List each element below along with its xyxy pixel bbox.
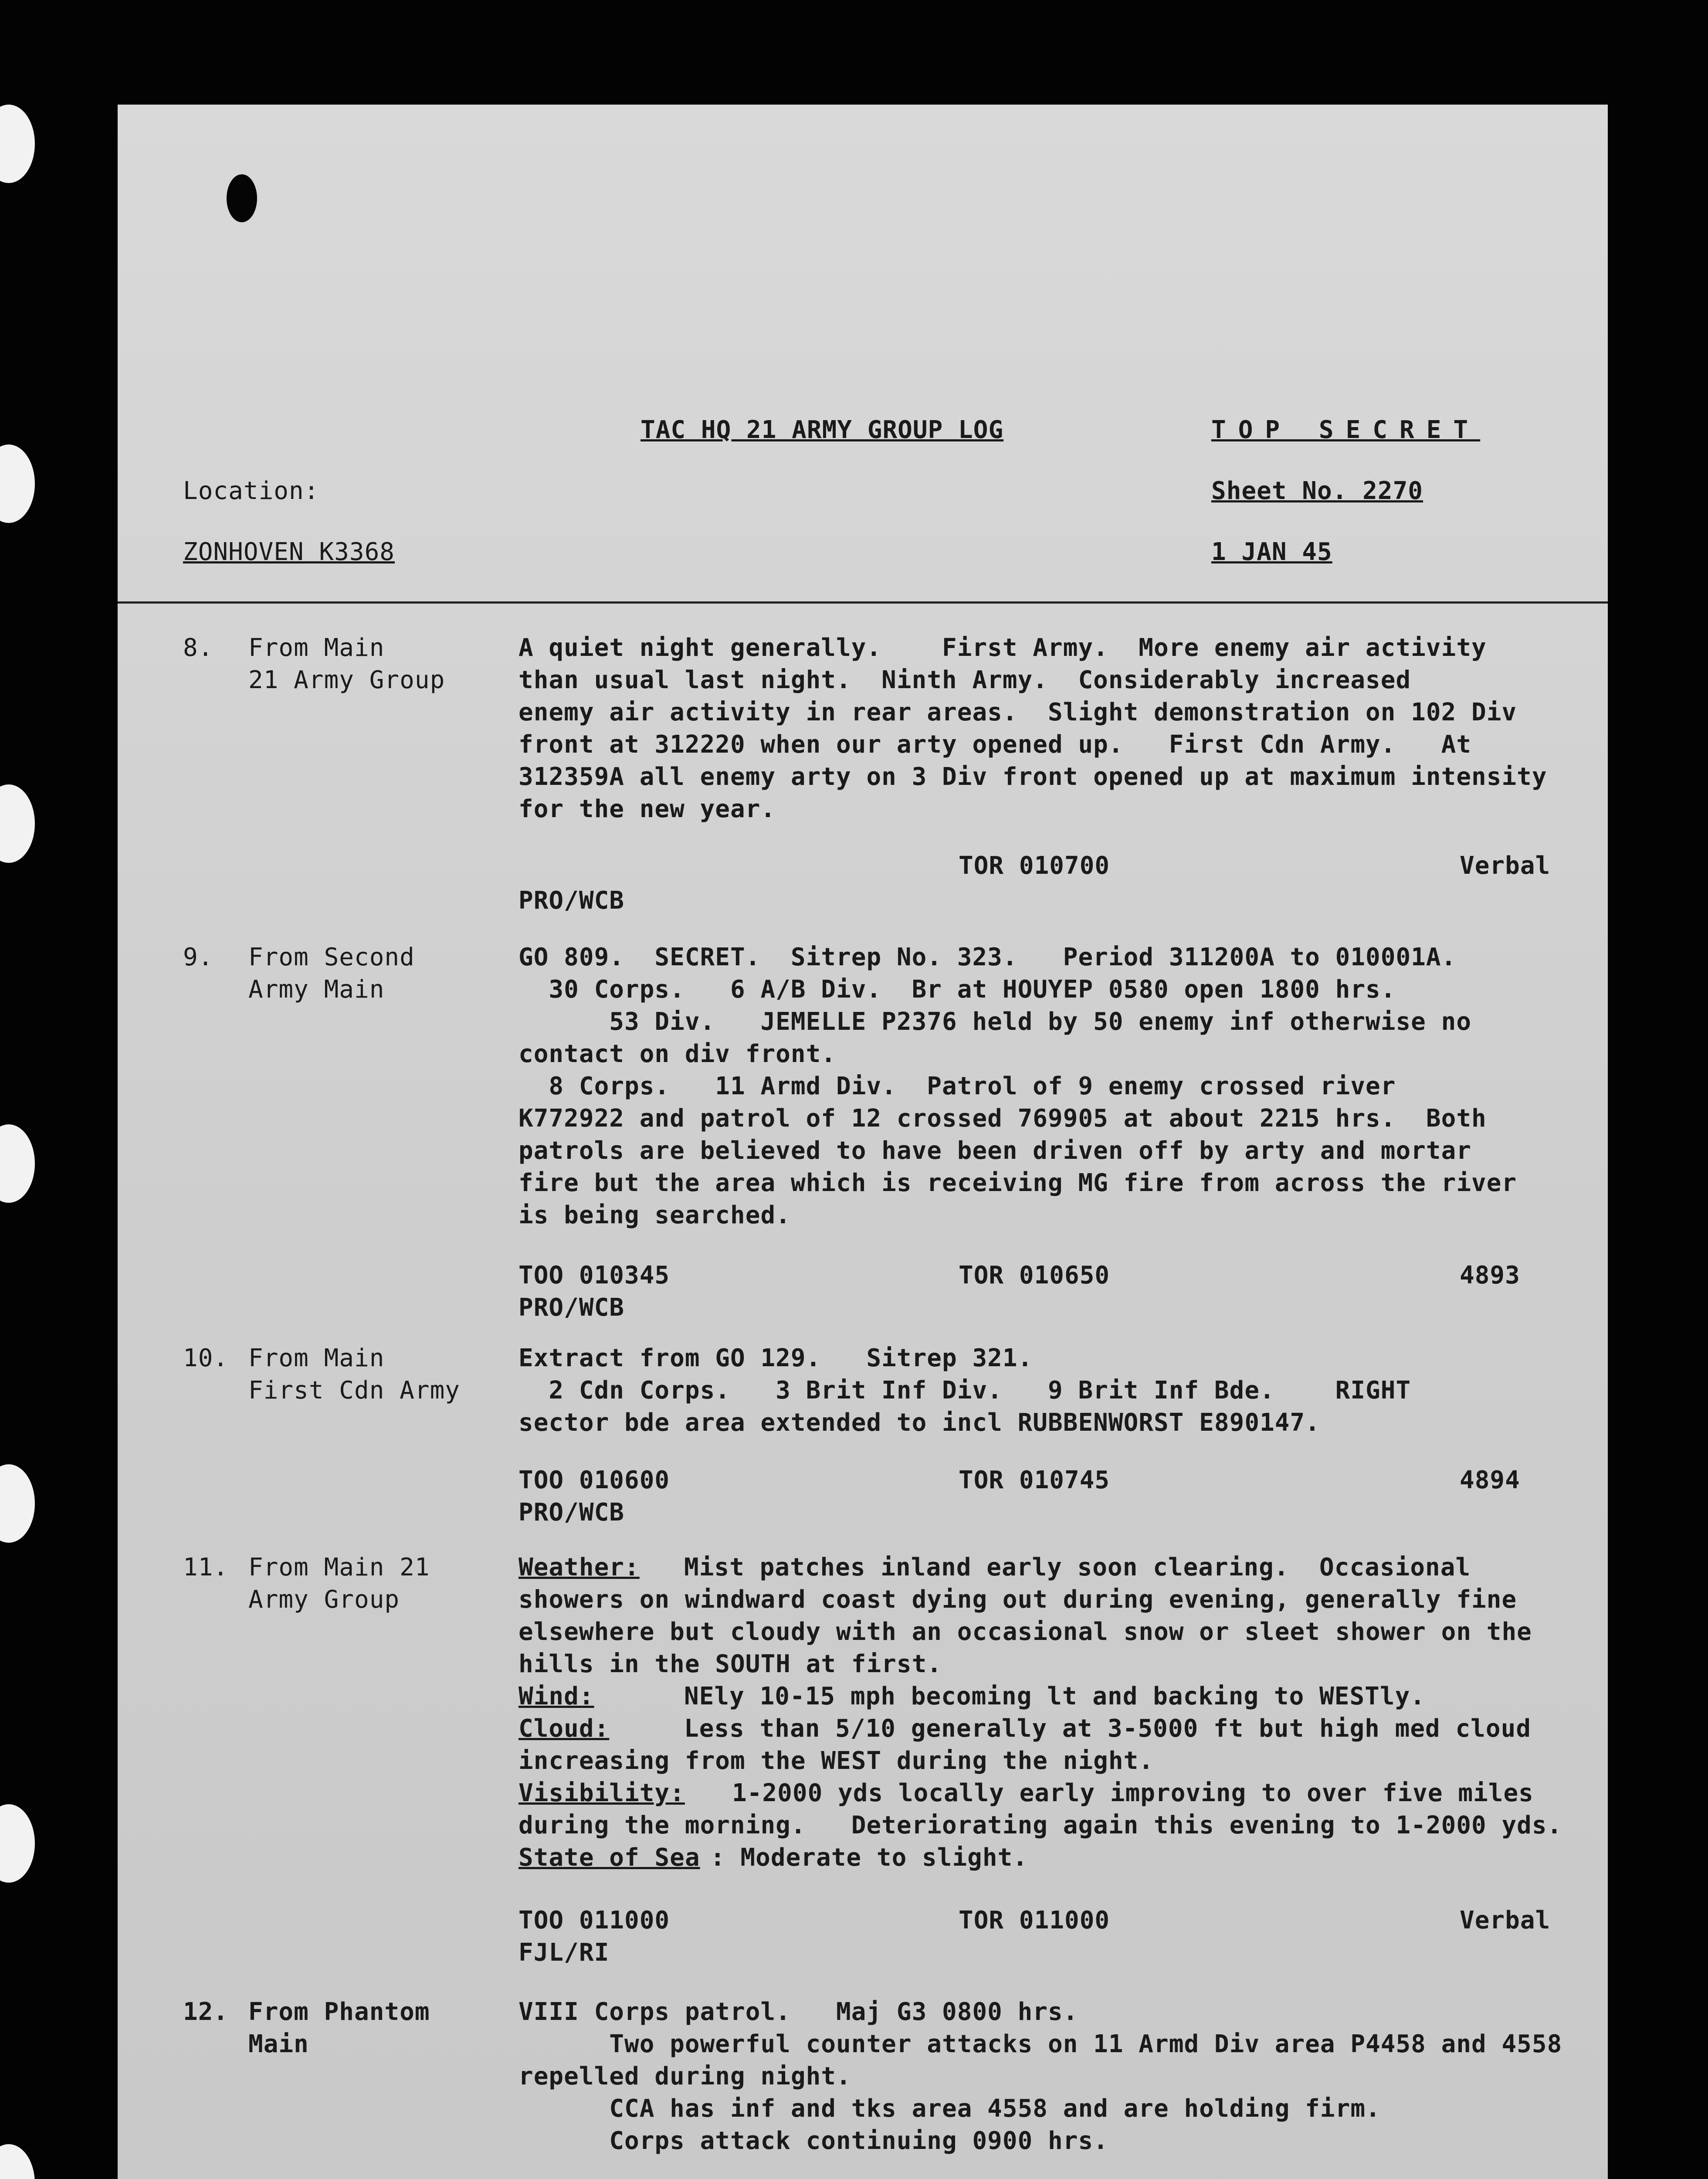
entry-ref: 4894 (1460, 1466, 1520, 1494)
entry-text-line: fire but the area which is receiving MG fire from across the river (518, 1169, 1517, 1197)
entry-text-line: enemy air activity in rear areas. Slight demonstration on 102 Div (518, 698, 1517, 726)
entry-text-line: Corps attack continuing 0900 hrs. (518, 2127, 1108, 2155)
punch-hole (227, 174, 257, 222)
entry-text-line: Less than 5/10 generally at 3-5000 ft but high med cloud (684, 1714, 1532, 1743)
film-perforation (0, 105, 35, 183)
entry-text-line: front at 312220 when our arty opened up. First Cdn Army. At (518, 730, 1472, 759)
entry-number: 10. (183, 1344, 229, 1372)
entry-text-line: elsewhere but cloudy with an occasional snow or sleet shower on the (518, 1618, 1532, 1646)
entry-text-line: Extract from GO 129. Sitrep 321. (518, 1344, 1033, 1372)
entry-from: From Second (248, 943, 415, 971)
entry-tor: TOR 010700 (959, 852, 1110, 880)
entry-from: Main (248, 2030, 309, 2058)
entry-number: 11. (183, 1553, 229, 1582)
entry-from: From Phantom (248, 1998, 430, 2026)
wind-label: Wind: (518, 1682, 594, 1711)
film-perforation (0, 2144, 35, 2179)
entry-number: 9. (183, 943, 214, 971)
entry-text-line: during the morning. Deteriorating again this evening to 1-2000 yds. (518, 1811, 1562, 1840)
entry-text-line: : Moderate to slight. (710, 1843, 1028, 1872)
entry-text-line: 312359A all enemy arty on 3 Div front opened up at maximum intensity (518, 763, 1547, 791)
entry-text-line: than usual last night. Ninth Army. Considerably increased (518, 666, 1411, 694)
entry-text-line: sector bde area extended to incl RUBBENWORST E890147. (518, 1409, 1320, 1437)
location-value: ZONHOVEN K3368 (183, 538, 395, 566)
entry-text-line: NEly 10-15 mph becoming lt and backing to WESTly. (684, 1682, 1426, 1711)
entry-from: First Cdn Army (248, 1376, 461, 1405)
entry-text-line: Two powerful counter attacks on 11 Armd Div area P4458 and 4558 (518, 2030, 1562, 2058)
entry-text-line: VIII Corps patrol. Maj G3 0800 hrs. (518, 1998, 1078, 2026)
film-perforation (0, 1124, 35, 1203)
entry-text-line: contact on div front. (518, 1040, 837, 1068)
film-perforation (0, 784, 35, 863)
classification-stamp: TOP SECRET (1211, 416, 1481, 444)
entry-from: From Main 21 (248, 1553, 430, 1582)
log-sheet (118, 105, 1608, 2179)
entry-signer: PRO/WCB (518, 886, 625, 915)
entry-signer: PRO/WCB (518, 1498, 625, 1527)
entry-ref: Verbal (1460, 852, 1551, 880)
entry-text-line: 2 Cdn Corps. 3 Brit Inf Div. 9 Brit Inf Bde. RIGHT (518, 1376, 1411, 1405)
header-divider (118, 601, 1608, 604)
entry-number: 12. (183, 1998, 229, 2026)
log-date: 1 JAN 45 (1211, 538, 1332, 566)
entry-tor: TOR 010650 (959, 1261, 1110, 1290)
entry-from: From Main (248, 1344, 385, 1372)
entry-tor: TOR 011000 (959, 1906, 1110, 1935)
entry-text-line: 30 Corps. 6 A/B Div. Br at HOUYEP 0580 open 1800 hrs. (518, 975, 1396, 1004)
entry-text-line: 53 Div. JEMELLE P2376 held by 50 enemy inf otherwise no (518, 1008, 1472, 1036)
entry-text-line: K772922 and patrol of 12 crossed 769905 at about 2215 hrs. Both (518, 1104, 1487, 1133)
log-title: TAC HQ 21 ARMY GROUP LOG (640, 416, 1004, 444)
entry-text-line: hills in the SOUTH at first. (518, 1650, 942, 1678)
entry-text-line: A quiet night generally. First Army. More enemy air activity (518, 634, 1487, 662)
entry-from: Army Main (248, 975, 385, 1004)
entry-text-line: increasing from the WEST during the night. (518, 1747, 1154, 1775)
weather-label: Weather: (518, 1553, 640, 1582)
entry-text-line: repelled during night. (518, 2062, 851, 2091)
entry-ref: Verbal (1460, 1906, 1551, 1935)
sea-state-label: State of Sea (518, 1843, 700, 1872)
entry-text-line: 1-2000 yds locally early improving to over five miles (732, 1779, 1534, 1807)
entry-from: From Main (248, 634, 385, 662)
film-perforation (0, 1804, 35, 1883)
entry-signer: FJL/RI (518, 1938, 610, 1967)
visibility-label: Visibility: (518, 1779, 685, 1807)
entry-from: 21 Army Group (248, 666, 445, 694)
location-label: Location: (183, 477, 319, 505)
entry-tor: TOR 010745 (959, 1466, 1110, 1494)
entry-text-line: for the new year. (518, 795, 776, 823)
entry-signer: PRO/WCB (518, 1293, 625, 1322)
entry-number: 8. (183, 634, 214, 662)
entry-text-line: Mist patches inland early soon clearing. Occasional (684, 1553, 1471, 1582)
entry-text-line: patrols are believed to have been driven off by arty and mortar (518, 1137, 1472, 1165)
entry-from: Army Group (248, 1585, 400, 1614)
entry-text-line: CCA has inf and tks area 4558 and are holding firm. (518, 2094, 1381, 2123)
entry-too: TOO 010345 (518, 1261, 670, 1290)
entry-text-line: GO 809. SECRET. Sitrep No. 323. Period 311200A to 010001A. (518, 943, 1457, 971)
film-perforation (0, 1464, 35, 1543)
sheet-number: Sheet No. 2270 (1211, 477, 1423, 505)
entry-too: TOO 011000 (518, 1906, 670, 1935)
entry-text-line: showers on windward coast dying out during evening, generally fine (518, 1585, 1517, 1614)
cloud-label: Cloud: (518, 1714, 610, 1743)
film-perforation (0, 445, 35, 523)
entry-ref: 4893 (1460, 1261, 1520, 1290)
entry-too: TOO 010600 (518, 1466, 670, 1494)
entry-text-line: is being searched. (518, 1201, 791, 1229)
entry-text-line: 8 Corps. 11 Armd Div. Patrol of 9 enemy crossed river (518, 1072, 1396, 1100)
